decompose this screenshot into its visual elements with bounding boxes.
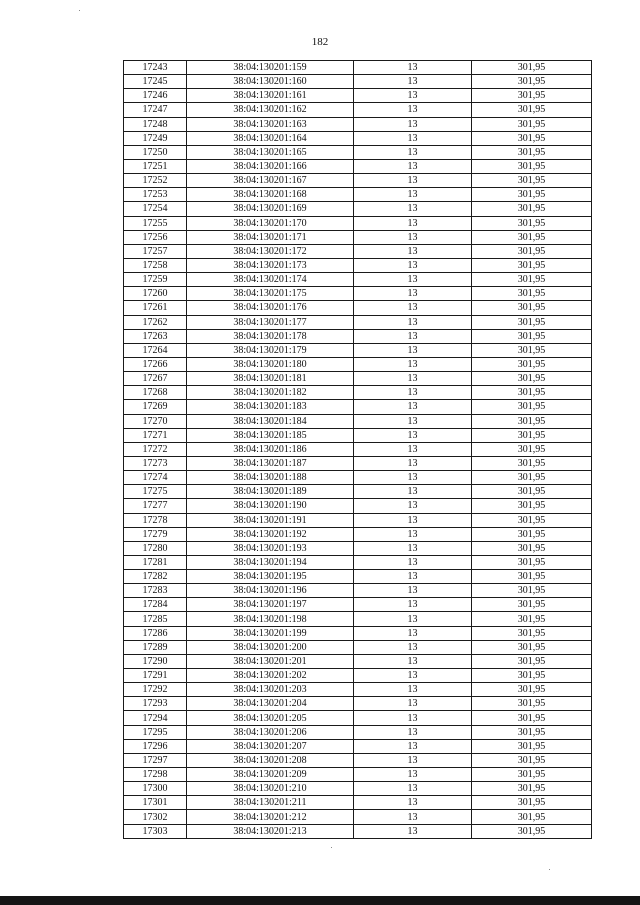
record-number-cell: 17259 [124, 273, 187, 287]
area-cell: 13 [354, 541, 472, 555]
table-row [124, 301, 592, 315]
cadastral-number-cell: 38:04:130201:161 [187, 89, 354, 103]
cadastral-number-cell: 38:04:130201:196 [187, 584, 354, 598]
area-cell: 13 [354, 357, 472, 371]
record-number-cell: 17278 [124, 513, 187, 527]
record-number-cell: 17275 [124, 485, 187, 499]
record-number-cell: 17266 [124, 357, 187, 371]
cadastral-number-cell: 38:04:130201:201 [187, 654, 354, 668]
table-row [124, 683, 592, 697]
record-number-cell: 17267 [124, 372, 187, 386]
cadastral-number-cell: 38:04:130201:190 [187, 499, 354, 513]
area-cell: 13 [354, 174, 472, 188]
table-row [124, 89, 592, 103]
cadastral-number-cell: 38:04:130201:168 [187, 188, 354, 202]
area-cell: 13 [354, 117, 472, 131]
value-cell: 301,95 [472, 145, 592, 159]
record-number-cell: 17295 [124, 725, 187, 739]
cadastral-number-cell: 38:04:130201:162 [187, 103, 354, 117]
area-cell: 13 [354, 329, 472, 343]
table-row [124, 456, 592, 470]
value-cell: 301,95 [472, 471, 592, 485]
area-cell: 13 [354, 456, 472, 470]
area-cell: 13 [354, 442, 472, 456]
table-row [124, 273, 592, 287]
record-number-cell: 17298 [124, 768, 187, 782]
area-cell: 13 [354, 131, 472, 145]
value-cell: 301,95 [472, 216, 592, 230]
area-cell: 13 [354, 145, 472, 159]
record-number-cell: 17268 [124, 386, 187, 400]
table-row [124, 640, 592, 654]
value-cell: 301,95 [472, 301, 592, 315]
value-cell: 301,95 [472, 485, 592, 499]
record-number-cell: 17269 [124, 400, 187, 414]
cadastral-number-cell: 38:04:130201:199 [187, 626, 354, 640]
table-row [124, 471, 592, 485]
value-cell: 301,95 [472, 174, 592, 188]
cadastral-number-cell: 38:04:130201:170 [187, 216, 354, 230]
table-row [124, 810, 592, 824]
value-cell: 301,95 [472, 669, 592, 683]
cadastral-number-cell: 38:04:130201:189 [187, 485, 354, 499]
area-cell: 13 [354, 188, 472, 202]
value-cell: 301,95 [472, 541, 592, 555]
cadastral-number-cell: 38:04:130201:178 [187, 329, 354, 343]
record-number-cell: 17260 [124, 287, 187, 301]
value-cell: 301,95 [472, 357, 592, 371]
area-cell: 13 [354, 711, 472, 725]
cadastral-number-cell: 38:04:130201:179 [187, 343, 354, 357]
value-cell: 301,95 [472, 697, 592, 711]
table-row [124, 725, 592, 739]
area-cell: 13 [354, 61, 472, 75]
cadastral-number-cell: 38:04:130201:195 [187, 570, 354, 584]
table-row [124, 244, 592, 258]
table-row [124, 697, 592, 711]
area-cell: 13 [354, 428, 472, 442]
cadastral-number-cell: 38:04:130201:211 [187, 796, 354, 810]
area-cell: 13 [354, 216, 472, 230]
area-cell: 13 [354, 499, 472, 513]
table-row [124, 315, 592, 329]
area-cell: 13 [354, 273, 472, 287]
table-row [124, 527, 592, 541]
cadastral-number-cell: 38:04:130201:197 [187, 598, 354, 612]
table-row [124, 103, 592, 117]
value-cell: 301,95 [472, 386, 592, 400]
registry-table-body [124, 61, 592, 839]
record-number-cell: 17257 [124, 244, 187, 258]
value-cell: 301,95 [472, 75, 592, 89]
cadastral-number-cell: 38:04:130201:203 [187, 683, 354, 697]
record-number-cell: 17273 [124, 456, 187, 470]
table-row [124, 669, 592, 683]
table-row [124, 386, 592, 400]
record-number-cell: 17272 [124, 442, 187, 456]
table-row [124, 824, 592, 838]
record-number-cell: 17253 [124, 188, 187, 202]
area-cell: 13 [354, 810, 472, 824]
area-cell: 13 [354, 159, 472, 173]
value-cell: 301,95 [472, 89, 592, 103]
record-number-cell: 17293 [124, 697, 187, 711]
value-cell: 301,95 [472, 598, 592, 612]
record-number-cell: 17284 [124, 598, 187, 612]
table-row [124, 513, 592, 527]
table-row [124, 400, 592, 414]
record-number-cell: 17286 [124, 626, 187, 640]
record-number-cell: 17245 [124, 75, 187, 89]
table-row [124, 782, 592, 796]
area-cell: 13 [354, 739, 472, 753]
area-cell: 13 [354, 301, 472, 315]
cadastral-number-cell: 38:04:130201:163 [187, 117, 354, 131]
table-row [124, 541, 592, 555]
table-row [124, 555, 592, 569]
cadastral-number-cell: 38:04:130201:166 [187, 159, 354, 173]
record-number-cell: 17274 [124, 471, 187, 485]
value-cell: 301,95 [472, 188, 592, 202]
cadastral-number-cell: 38:04:130201:165 [187, 145, 354, 159]
area-cell: 13 [354, 89, 472, 103]
value-cell: 301,95 [472, 202, 592, 216]
value-cell: 301,95 [472, 414, 592, 428]
cadastral-number-cell: 38:04:130201:164 [187, 131, 354, 145]
value-cell: 301,95 [472, 400, 592, 414]
cadastral-number-cell: 38:04:130201:198 [187, 612, 354, 626]
cadastral-number-cell: 38:04:130201:193 [187, 541, 354, 555]
table-row [124, 768, 592, 782]
value-cell: 301,95 [472, 570, 592, 584]
table-row [124, 612, 592, 626]
area-cell: 13 [354, 75, 472, 89]
value-cell: 301,95 [472, 824, 592, 838]
value-cell: 301,95 [472, 810, 592, 824]
scan-speck [331, 847, 332, 848]
area-cell: 13 [354, 570, 472, 584]
cadastral-number-cell: 38:04:130201:194 [187, 555, 354, 569]
record-number-cell: 17285 [124, 612, 187, 626]
table-row [124, 230, 592, 244]
cadastral-number-cell: 38:04:130201:209 [187, 768, 354, 782]
record-number-cell: 17250 [124, 145, 187, 159]
area-cell: 13 [354, 400, 472, 414]
area-cell: 13 [354, 471, 472, 485]
cadastral-number-cell: 38:04:130201:167 [187, 174, 354, 188]
table-row [124, 711, 592, 725]
value-cell: 301,95 [472, 612, 592, 626]
value-cell: 301,95 [472, 61, 592, 75]
value-cell: 301,95 [472, 584, 592, 598]
record-number-cell: 17249 [124, 131, 187, 145]
value-cell: 301,95 [472, 273, 592, 287]
cadastral-number-cell: 38:04:130201:175 [187, 287, 354, 301]
area-cell: 13 [354, 669, 472, 683]
area-cell: 13 [354, 414, 472, 428]
value-cell: 301,95 [472, 315, 592, 329]
value-cell: 301,95 [472, 329, 592, 343]
table-row [124, 485, 592, 499]
cadastral-number-cell: 38:04:130201:213 [187, 824, 354, 838]
record-number-cell: 17292 [124, 683, 187, 697]
cadastral-number-cell: 38:04:130201:192 [187, 527, 354, 541]
table-row [124, 584, 592, 598]
cadastral-number-cell: 38:04:130201:183 [187, 400, 354, 414]
value-cell: 301,95 [472, 753, 592, 767]
area-cell: 13 [354, 753, 472, 767]
cadastral-number-cell: 38:04:130201:176 [187, 301, 354, 315]
value-cell: 301,95 [472, 725, 592, 739]
cadastral-number-cell: 38:04:130201:208 [187, 753, 354, 767]
value-cell: 301,95 [472, 230, 592, 244]
record-number-cell: 17281 [124, 555, 187, 569]
cadastral-number-cell: 38:04:130201:171 [187, 230, 354, 244]
area-cell: 13 [354, 640, 472, 654]
value-cell: 301,95 [472, 244, 592, 258]
table-row [124, 654, 592, 668]
cadastral-number-cell: 38:04:130201:204 [187, 697, 354, 711]
area-cell: 13 [354, 244, 472, 258]
area-cell: 13 [354, 230, 472, 244]
record-number-cell: 17294 [124, 711, 187, 725]
area-cell: 13 [354, 782, 472, 796]
record-number-cell: 17289 [124, 640, 187, 654]
scan-speck [79, 10, 80, 11]
record-number-cell: 17243 [124, 61, 187, 75]
table-row [124, 753, 592, 767]
cadastral-number-cell: 38:04:130201:207 [187, 739, 354, 753]
record-number-cell: 17291 [124, 669, 187, 683]
value-cell: 301,95 [472, 796, 592, 810]
value-cell: 301,95 [472, 159, 592, 173]
value-cell: 301,95 [472, 513, 592, 527]
value-cell: 301,95 [472, 640, 592, 654]
record-number-cell: 17252 [124, 174, 187, 188]
area-cell: 13 [354, 697, 472, 711]
area-cell: 13 [354, 372, 472, 386]
record-number-cell: 17254 [124, 202, 187, 216]
value-cell: 301,95 [472, 782, 592, 796]
table-row [124, 372, 592, 386]
cadastral-number-cell: 38:04:130201:172 [187, 244, 354, 258]
value-cell: 301,95 [472, 428, 592, 442]
area-cell: 13 [354, 626, 472, 640]
table-row [124, 159, 592, 173]
value-cell: 301,95 [472, 683, 592, 697]
table-row [124, 188, 592, 202]
record-number-cell: 17248 [124, 117, 187, 131]
area-cell: 13 [354, 555, 472, 569]
scan-speck [549, 869, 550, 870]
value-cell: 301,95 [472, 739, 592, 753]
table-row [124, 329, 592, 343]
cadastral-number-cell: 38:04:130201:187 [187, 456, 354, 470]
cadastral-number-cell: 38:04:130201:173 [187, 258, 354, 272]
table-row [124, 414, 592, 428]
area-cell: 13 [354, 258, 472, 272]
cadastral-number-cell: 38:04:130201:185 [187, 428, 354, 442]
table-row [124, 598, 592, 612]
table-row [124, 428, 592, 442]
value-cell: 301,95 [472, 555, 592, 569]
area-cell: 13 [354, 612, 472, 626]
table-row [124, 174, 592, 188]
record-number-cell: 17271 [124, 428, 187, 442]
cadastral-number-cell: 38:04:130201:212 [187, 810, 354, 824]
record-number-cell: 17297 [124, 753, 187, 767]
record-number-cell: 17262 [124, 315, 187, 329]
value-cell: 301,95 [472, 258, 592, 272]
area-cell: 13 [354, 386, 472, 400]
value-cell: 301,95 [472, 372, 592, 386]
record-number-cell: 17264 [124, 343, 187, 357]
value-cell: 301,95 [472, 442, 592, 456]
record-number-cell: 17296 [124, 739, 187, 753]
table-row [124, 442, 592, 456]
cadastral-number-cell: 38:04:130201:180 [187, 357, 354, 371]
area-cell: 13 [354, 287, 472, 301]
table-row [124, 61, 592, 75]
table-row [124, 287, 592, 301]
scan-bottom-edge [0, 896, 640, 905]
record-number-cell: 17290 [124, 654, 187, 668]
table-row [124, 145, 592, 159]
area-cell: 13 [354, 315, 472, 329]
table-row [124, 739, 592, 753]
table-row [124, 131, 592, 145]
value-cell: 301,95 [472, 626, 592, 640]
cadastral-number-cell: 38:04:130201:186 [187, 442, 354, 456]
table-row [124, 626, 592, 640]
record-number-cell: 17258 [124, 258, 187, 272]
record-number-cell: 17261 [124, 301, 187, 315]
cadastral-number-cell: 38:04:130201:160 [187, 75, 354, 89]
table-row [124, 75, 592, 89]
record-number-cell: 17277 [124, 499, 187, 513]
table-row [124, 343, 592, 357]
cadastral-number-cell: 38:04:130201:177 [187, 315, 354, 329]
value-cell: 301,95 [472, 527, 592, 541]
table-row [124, 216, 592, 230]
cadastral-number-cell: 38:04:130201:202 [187, 669, 354, 683]
registry-table [123, 60, 592, 839]
cadastral-number-cell: 38:04:130201:182 [187, 386, 354, 400]
area-cell: 13 [354, 598, 472, 612]
area-cell: 13 [354, 584, 472, 598]
record-number-cell: 17283 [124, 584, 187, 598]
value-cell: 301,95 [472, 117, 592, 131]
cadastral-number-cell: 38:04:130201:174 [187, 273, 354, 287]
table-row [124, 202, 592, 216]
record-number-cell: 17251 [124, 159, 187, 173]
cadastral-number-cell: 38:04:130201:181 [187, 372, 354, 386]
area-cell: 13 [354, 725, 472, 739]
table-row [124, 357, 592, 371]
area-cell: 13 [354, 796, 472, 810]
record-number-cell: 17256 [124, 230, 187, 244]
cadastral-number-cell: 38:04:130201:191 [187, 513, 354, 527]
cadastral-number-cell: 38:04:130201:210 [187, 782, 354, 796]
table-row [124, 570, 592, 584]
value-cell: 301,95 [472, 499, 592, 513]
area-cell: 13 [354, 768, 472, 782]
cadastral-number-cell: 38:04:130201:184 [187, 414, 354, 428]
cadastral-number-cell: 38:04:130201:169 [187, 202, 354, 216]
area-cell: 13 [354, 654, 472, 668]
cadastral-number-cell: 38:04:130201:159 [187, 61, 354, 75]
record-number-cell: 17279 [124, 527, 187, 541]
value-cell: 301,95 [472, 768, 592, 782]
area-cell: 13 [354, 683, 472, 697]
area-cell: 13 [354, 343, 472, 357]
page-number: 182 [311, 36, 329, 48]
area-cell: 13 [354, 824, 472, 838]
area-cell: 13 [354, 527, 472, 541]
record-number-cell: 17246 [124, 89, 187, 103]
record-number-cell: 17270 [124, 414, 187, 428]
value-cell: 301,95 [472, 456, 592, 470]
value-cell: 301,95 [472, 711, 592, 725]
area-cell: 13 [354, 485, 472, 499]
value-cell: 301,95 [472, 131, 592, 145]
table-row [124, 796, 592, 810]
area-cell: 13 [354, 202, 472, 216]
record-number-cell: 17301 [124, 796, 187, 810]
record-number-cell: 17255 [124, 216, 187, 230]
record-number-cell: 17247 [124, 103, 187, 117]
value-cell: 301,95 [472, 287, 592, 301]
table-row [124, 499, 592, 513]
area-cell: 13 [354, 513, 472, 527]
record-number-cell: 17263 [124, 329, 187, 343]
record-number-cell: 17300 [124, 782, 187, 796]
area-cell: 13 [354, 103, 472, 117]
value-cell: 301,95 [472, 103, 592, 117]
cadastral-number-cell: 38:04:130201:200 [187, 640, 354, 654]
record-number-cell: 17282 [124, 570, 187, 584]
record-number-cell: 17302 [124, 810, 187, 824]
value-cell: 301,95 [472, 654, 592, 668]
value-cell: 301,95 [472, 343, 592, 357]
table-row [124, 258, 592, 272]
cadastral-number-cell: 38:04:130201:188 [187, 471, 354, 485]
cadastral-number-cell: 38:04:130201:206 [187, 725, 354, 739]
table-row [124, 117, 592, 131]
cadastral-number-cell: 38:04:130201:205 [187, 711, 354, 725]
record-number-cell: 17280 [124, 541, 187, 555]
record-number-cell: 17303 [124, 824, 187, 838]
